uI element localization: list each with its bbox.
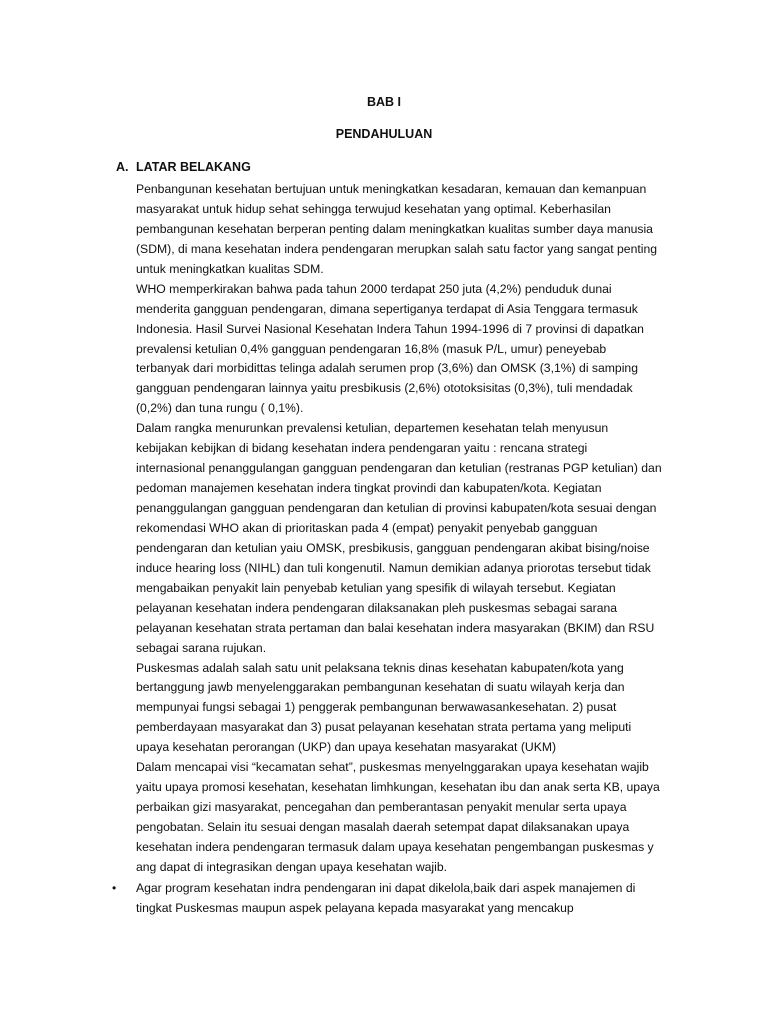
chapter-title: BAB I <box>366 95 402 109</box>
text-line: pembangunan kesehatan berperan penting dalam meningkatkan kualitas sumber daya manusia <box>136 221 653 236</box>
text-line: terbanyak dari morbidittas telinga adalah serumen prop (3,6%) dan OMSK (3,1%) di samping <box>136 361 638 376</box>
bullet-text <box>136 879 696 919</box>
text-line: mengabaikan penyakit lain penyebab ketulian yang spesifik di wilayah tersebut. Kegiatan <box>136 580 616 595</box>
text-line: mempunyai fungsi sebagai 1) penggerak pembangunan berwawasankesehatan. 2) pusat <box>136 700 617 715</box>
text-line: pengobatan. Selain itu sesuai dengan masalah daerah setempat dapat dilaksanakan upaya <box>136 820 630 834</box>
text-line: tingkat Puskesmas maupun aspek pelayana kepada masyarakat yang mencakup <box>136 900 574 915</box>
text-line: induce hearing loss (NIHL) dan tuli kongenutil. Namun demikian adanya priorotas tersebut tidak <box>136 560 651 575</box>
text-line: Penbangunan kesehatan bertujuan untuk meningkatkan kesadaran, kemauan dan kemanpuan <box>136 182 647 196</box>
body-text <box>136 180 696 878</box>
text-line: (SDM), di mana kesehatan indera pendengaran merupkan salah satu factor yang sangat penting <box>136 241 658 256</box>
text-line: Dalam rangka menurunkan prevalensi ketulian, departemen kesehatan telah menyusun <box>136 421 609 436</box>
section-letter: A. <box>116 160 129 174</box>
text-line: bertanggung jawb menyelenggarakan pembangunan kesehatan di suatu wilayah kerja dan <box>136 680 625 695</box>
text-line: pelayanan kesehatan indera pendengaran dilaksanakan pleh puskesmas sebagai sarana <box>136 600 618 615</box>
text-line: untuk meningkatkan kualitas SDM. <box>136 261 324 276</box>
section-heading: LATAR BELAKANG <box>136 160 251 174</box>
text-line: gangguan pendengaran lainnya yaitu presbikusis (2,6%) ototoksisitas (0,3%), tuli mendadak <box>136 381 633 396</box>
text-line: Dalam mencapai visi “kecamatan sehat”, puskesmas menyelnggarakan upaya kesehatan wajib <box>136 760 649 775</box>
chapter-subtitle: PENDAHULUAN <box>335 127 433 141</box>
text-line: penanggulangan gangguan pendengaran dan ketulian di provinsi kabupaten/kota sesuai dengan <box>136 501 657 515</box>
bullet-icon: • <box>112 881 117 895</box>
text-line: (0,2%) dan tuna rungu ( 0,1%). <box>136 401 304 416</box>
text-line: pelayanan kesehatan strata pertaman dan balai kesehatan indera masyarakan (BKIM) dan RSU <box>136 620 655 635</box>
text-line: pedoman manajemen kesehatan indera tingkat provindi dan kabupaten/kota. Kegiatan <box>136 481 602 496</box>
text-line: kebijakan kebijkan di bidang kesehatan indera pendengaran yaitu : rencana strategi <box>136 441 588 456</box>
text-line: upaya kesehatan perorangan (UKP) dan upaya kesehatan masyarakat (UKM) <box>136 740 557 755</box>
text-line: ang dapat di integrasikan dengan upaya kesehatan wajib. <box>136 859 448 874</box>
text-line: Indonesia. Hasil Survei Nasional Kesehatan Indera Tahun 1994-1996 di 7 provinsi di dapatkan <box>136 321 644 336</box>
text-line: WHO memperkirakan bahwa pada tahun 2000 terdapat 250 juta (4,2%) penduduk dunai <box>136 281 612 296</box>
text-line: menderita gangguan pendengaran, dimana sepertiganya terdapat di Asia Tenggara termasuk <box>136 301 638 316</box>
text-line: Puskesmas adalah salah satu unit pelaksana teknis dinas kesehatan kabupaten/kota yang <box>136 660 624 675</box>
text-line: perbaikan gizi masyarakat, pencegahan dan pemberantasan penyakit menular serta upaya <box>136 800 627 815</box>
text-line: Agar program kesehatan indra pendengaran ini dapat dikelola,baik dari aspek manajemen di <box>136 881 636 895</box>
text-line: sebagai sarana rujukan. <box>136 640 267 655</box>
text-line: rekomendasi WHO akan di prioritaskan pada 4 (empat) penyakit penyebab gangguan <box>136 520 598 535</box>
text-line: kesehatan indera pendengaran termasuk dalam upaya kesehatan pengembangan puskesmas y <box>136 839 654 854</box>
text-line: internasional penanggulangan gangguan pendengaran dan ketulian (restranas PGP ketulian) dan <box>136 461 662 476</box>
text-line: prevalensi ketulian 0,4% gangguan pendengaran 16,8% (masuk P/L, umur) peneyebab <box>136 341 607 356</box>
text-line: pendengaran dan ketulian yaiu OMSK, presbikusis, gangguan pendengaran akibat bising/noise <box>136 540 650 555</box>
text-line: yaitu upaya promosi kesehatan, kesehatan limhkungan, kesehatan ibu dan anak serta KB, upaya <box>136 780 660 795</box>
text-line: pemberdayaan masyarakat dan 3) pusat pelayanan kesehatan strata pertama yang meliputi <box>136 720 632 735</box>
text-line: masyarakat untuk hidup sehat sehingga terwujud kesehatan yang optimal. Keberhasilan <box>136 201 611 216</box>
